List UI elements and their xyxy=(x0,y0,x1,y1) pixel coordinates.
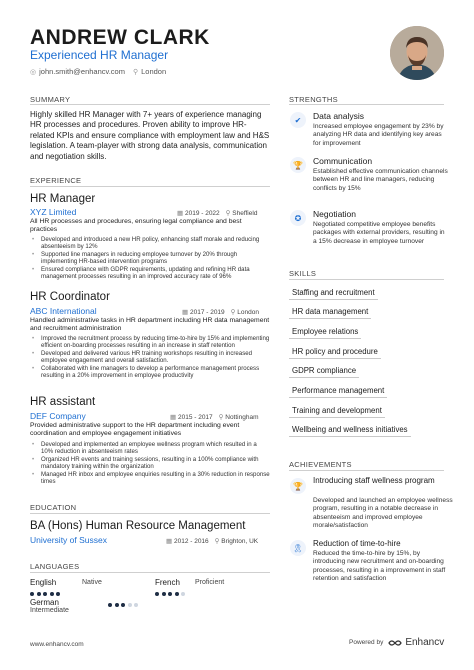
pin-icon: ⚲ xyxy=(214,538,220,545)
rating-dot xyxy=(128,603,132,607)
job-bullets xyxy=(30,441,270,486)
job-company: XYZ Limited xyxy=(30,207,77,217)
education-degree: BA (Hons) Human Resource Management xyxy=(30,520,246,532)
list-item: • Managed HR inbox and employee enquiries resulting in a 30% reduction in response times xyxy=(30,471,270,486)
job-location: Sheffield xyxy=(232,210,258,217)
location-text: London xyxy=(141,67,167,76)
skills-heading: SKILLS xyxy=(289,269,317,278)
contact-line xyxy=(30,67,166,76)
calendar-icon: ▦ xyxy=(166,538,173,545)
list-item: • Developed and implemented an employee wellness program which resulted in a 10% reduction in absenteeism rates xyxy=(30,441,270,456)
rating-dot xyxy=(56,592,60,596)
job-description: Provided administrative support to the HR department including event coordination and employee engagement initiatives xyxy=(30,422,240,438)
strength-desc: Increased employee engagement by 23% by analyzing HR data and identifying key areas for improvement xyxy=(313,123,444,147)
language-name: English xyxy=(30,578,57,587)
job-company: DEF Company xyxy=(30,411,86,421)
footer-website[interactable]: www.enhancv.com xyxy=(30,641,84,648)
calendar-icon: ▦ xyxy=(177,210,184,217)
rating-dot xyxy=(50,592,54,596)
job-dates: 2017 - 2019 xyxy=(189,309,225,316)
language-level: Native xyxy=(82,579,102,586)
job-dates: 2015 - 2017 xyxy=(177,414,213,421)
job-title: HR assistant xyxy=(30,396,96,408)
strength-title: Negotiation xyxy=(313,209,357,219)
rating-dot xyxy=(30,592,34,596)
skill-tag: Performance management xyxy=(289,386,387,398)
language-level: Proficient xyxy=(195,579,225,586)
job-dates: 2019 - 2022 xyxy=(184,210,220,217)
profile-photo xyxy=(390,26,444,80)
rating-dot xyxy=(43,592,47,596)
rating-dot xyxy=(168,592,172,596)
job-meta xyxy=(170,413,259,421)
strengths-divider xyxy=(289,104,444,105)
education-heading: EDUCATION xyxy=(30,503,77,512)
education-school: University of Sussex xyxy=(30,535,107,545)
pin-icon: ⚲ xyxy=(230,309,236,316)
education-dates: 2012 - 2016 xyxy=(173,538,209,545)
skill-tag: Staffing and recruitment xyxy=(289,288,378,300)
language-rating xyxy=(108,603,138,607)
list-item: • Supported line managers in reducing employee turnover by 20% through implementing HR-based intervention programs xyxy=(30,251,270,266)
skill-tag: Wellbeing and wellness initiatives xyxy=(289,425,411,437)
rating-dot xyxy=(37,592,41,596)
rating-dot xyxy=(134,603,138,607)
job-location: Nottingham xyxy=(225,414,259,421)
education-location: Brighton, UK xyxy=(221,538,259,545)
language-name: French xyxy=(155,578,180,587)
email-item[interactable] xyxy=(30,67,125,76)
job-company: ABC International xyxy=(30,306,97,316)
rating-dot xyxy=(162,592,166,596)
location-item xyxy=(133,67,166,76)
strength-title: Communication xyxy=(313,156,373,166)
job-bullets xyxy=(30,335,270,380)
rating-dot xyxy=(115,603,119,607)
candidate-name: ANDREW CLARK xyxy=(30,26,210,49)
trophy-icon: 🏆 xyxy=(290,478,306,494)
skill-tag: GDPR compliance xyxy=(289,366,359,378)
list-item: • Developed and introduced a new HR policy, enhancing staff morale and reducing absenteeism by 12% xyxy=(30,236,270,251)
rating-dot xyxy=(121,603,125,607)
achievement-title: Reduction of time-to-hire xyxy=(313,539,401,548)
summary-heading: SUMMARY xyxy=(30,95,71,104)
list-item: • Improved the recruitment process by reducing time-to-hire by 15% and implementing efficient on-boarding processes resulting in an increase in staff retention xyxy=(30,335,270,350)
list-item: • Organized HR events and training sessions, resulting in a 100% compliance with mandatory training within the organization xyxy=(30,456,270,471)
skill-tag: Employee relations xyxy=(289,327,361,339)
job-title: HR Coordinator xyxy=(30,291,110,303)
pin-icon: ⚲ xyxy=(218,414,224,421)
pin-icon: ⚲ xyxy=(225,210,231,217)
ribbon-icon: 🎗 xyxy=(290,540,306,556)
check-icon: ✔ xyxy=(290,112,306,128)
job-description: All HR processes and procedures, ensuring legal compliance and best practices xyxy=(30,218,242,234)
job-meta xyxy=(177,209,257,217)
rating-dot xyxy=(155,592,159,596)
trophy-icon: 🏆 xyxy=(290,157,306,173)
job-meta xyxy=(182,308,259,316)
powered-by-text: Powered by xyxy=(349,639,384,646)
skill-tag: HR data management xyxy=(289,307,371,319)
email-text: john.smith@enhancv.com xyxy=(39,67,125,76)
email-icon: ◎ xyxy=(30,69,37,76)
education-divider xyxy=(30,513,270,514)
rating-dot xyxy=(108,603,112,607)
calendar-icon: ▦ xyxy=(170,414,177,421)
language-rating xyxy=(155,592,185,596)
rating-dot xyxy=(175,592,179,596)
strengths-heading: STRENGTHS xyxy=(289,95,338,104)
job-bullets xyxy=(30,236,270,281)
job-title: HR Manager xyxy=(30,193,96,205)
brand-logo[interactable] xyxy=(388,637,444,648)
star-badge-icon: ✪ xyxy=(290,210,306,226)
strength-desc: Negotiated competitive employee benefits packages with external providers, resulting in a 15% decrease in employee turnover xyxy=(313,221,445,245)
footer-powered xyxy=(349,637,444,648)
list-item: • Ensured compliance with GDPR requirements, updating and refining HR data management processes resulting in an improved accuracy rate of 96% xyxy=(30,266,270,281)
skills-divider xyxy=(289,279,444,280)
achievements-heading: ACHIEVEMENTS xyxy=(289,460,352,469)
languages-heading: LANGUAGES xyxy=(30,562,80,571)
summary-divider xyxy=(30,104,270,105)
experience-divider xyxy=(30,186,270,187)
summary-text: Highly skilled HR Manager with 7+ years of experience managing HR processes and procedures. Proven ability to improve HR-related KPIs and ensure compliance with employment law and H&S legislation. A team-player with strong data analysis, communication and negotiation skills. xyxy=(30,110,270,161)
strength-desc: Established effective communication channels between HR and line managers, reducing conflicts by 15% xyxy=(313,168,448,192)
calendar-icon: ▦ xyxy=(182,309,189,316)
skill-tag: HR policy and procedure xyxy=(289,347,381,359)
job-location: London xyxy=(237,309,259,316)
candidate-role: Experienced HR Manager xyxy=(30,48,169,62)
language-level: Intermediate xyxy=(30,607,69,614)
strength-title: Data analysis xyxy=(313,111,365,121)
list-item: • Developed and delivered various HR training workshops resulting in increased employee engagement and overall satisfaction. xyxy=(30,350,270,365)
language-rating xyxy=(30,592,60,596)
achievement-desc: Developed and launched an employee wellness program, resulting in a notable decrease in absenteeism and improved employee morale/satisfaction xyxy=(313,497,453,529)
enhancv-logo-icon xyxy=(388,639,402,647)
language-name: German xyxy=(30,598,59,607)
brand-name: Enhancv xyxy=(405,637,445,648)
achievement-desc: Reduced the time-to-hire by 15%, by introducing new recruitment and on-boarding processes, resulting in a improvement in staff retention and satisfaction xyxy=(313,550,446,582)
languages-divider xyxy=(30,572,270,573)
rating-dot xyxy=(181,592,185,596)
education-meta xyxy=(166,537,258,545)
pin-icon: ⚲ xyxy=(132,69,139,76)
achievements-divider xyxy=(289,470,444,471)
achievement-title: Introducing staff wellness program xyxy=(313,476,435,485)
list-item: • Collaborated with line managers to develop a performance management process resulting in a 20% improvement in employee productivity xyxy=(30,365,270,380)
experience-heading: EXPERIENCE xyxy=(30,176,82,185)
job-description: Handled administrative tasks in HR department including HR data management and recruitment administration xyxy=(30,317,270,333)
skill-tag: Training and development xyxy=(289,406,385,418)
